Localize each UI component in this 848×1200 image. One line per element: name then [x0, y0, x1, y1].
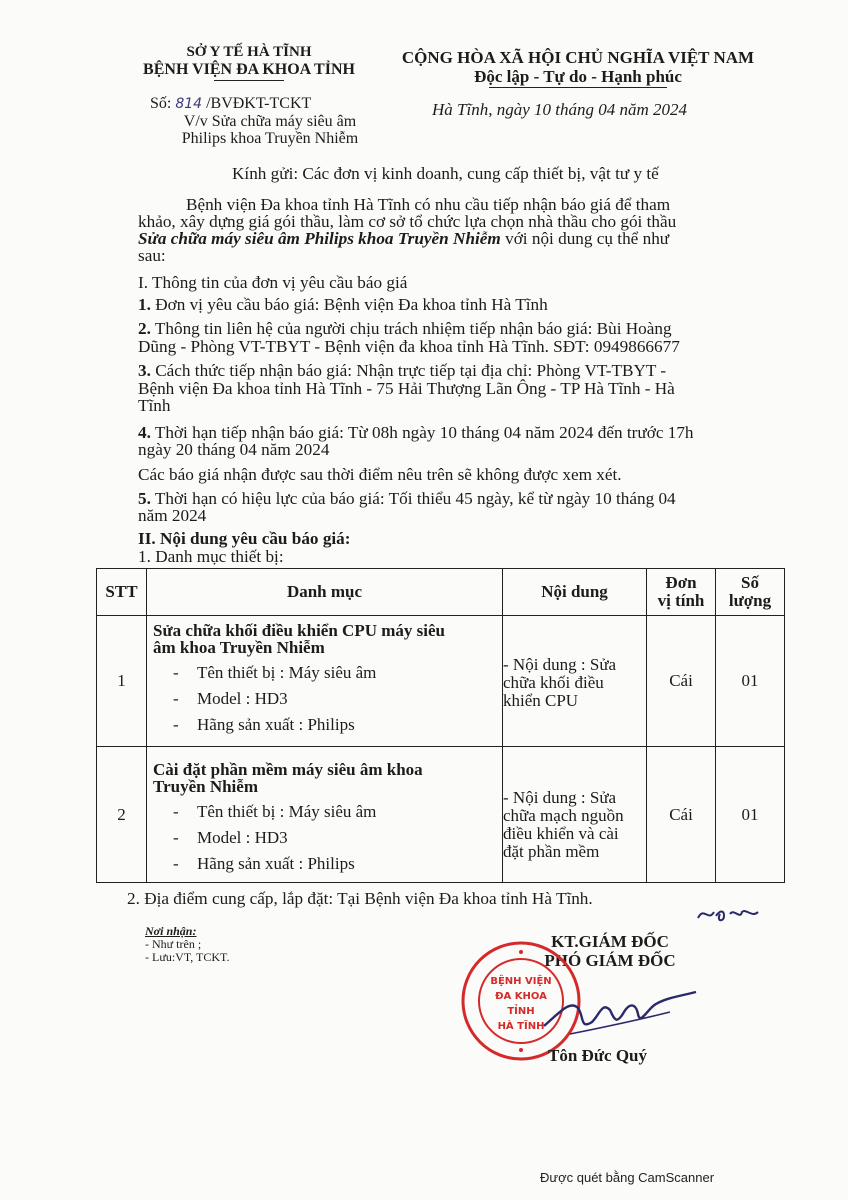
item-4: 4. Thời hạn tiếp nhận báo giá: Từ 08h ngày 10 tháng 04 năm 2024 đến trước 17h	[138, 423, 694, 442]
section-1-heading: I. Thông tin của đơn vị yêu cầu báo giá	[138, 273, 408, 292]
table-header-row	[97, 569, 785, 616]
nation-title: CỘNG HÒA XÃ HỘI CHỦ NGHĨA VIỆT NAM	[401, 48, 755, 67]
svg-text:ĐA KHOA: ĐA KHOA	[495, 991, 547, 1002]
item-3: 3. Cách thức tiếp nhận báo giá: Nhận trực tiếp tại địa chỉ: Phòng VT-TBYT -	[138, 361, 667, 380]
signer-name: Tôn Đức Quý	[548, 1046, 647, 1065]
row-unit: Cái	[647, 616, 716, 747]
header-content: Nội dung	[503, 569, 647, 616]
table-row	[97, 616, 785, 747]
item-4-cont: ngày 20 tháng 04 năm 2024	[138, 440, 330, 459]
header-category: Danh mục	[147, 569, 503, 616]
spec-item: - Hãng sản xuất : Philips	[173, 854, 355, 873]
svg-text:HÀ TĨNH: HÀ TĨNH	[497, 1021, 545, 1032]
spec-item: - Hãng sản xuất : Philips	[173, 715, 355, 734]
equipment-list-heading: 1. Danh mục thiết bị:	[138, 547, 284, 566]
item-5-cont: năm 2024	[138, 506, 207, 525]
row-content: - Nội dung : Sửa chữa khối điều khiển CPU	[503, 616, 647, 747]
item-1: 1. Đơn vị yêu cầu báo giá: Bệnh viện Đa khoa tỉnh Hà Tĩnh	[138, 295, 548, 314]
recipients-block	[145, 925, 230, 964]
section-2-heading: II. Nội dung yêu cầu báo giá:	[138, 529, 351, 548]
document-subject: V/v Sửa chữa máy siêu âm Philips khoa Truyền Nhiễm	[181, 113, 359, 147]
header-unit: Đơn vị tính	[647, 569, 716, 616]
initials-mark	[694, 902, 764, 926]
svg-text:TỈNH: TỈNH	[507, 1006, 535, 1017]
header-qty: Số lượng	[716, 569, 785, 616]
svg-text:BỆNH VIỆN: BỆNH VIỆN	[490, 976, 552, 987]
item-2: 2. Thông tin liên hệ của người chịu trách nhiệm tiếp nhận báo giá: Bùi Hoàng	[138, 319, 672, 338]
late-note: Các báo giá nhận được sau thời điểm nêu trên sẽ không được xem xét.	[138, 465, 622, 484]
spec-item: - Model : HD3	[173, 689, 288, 708]
document-number: Số: 814 /BVĐKT-TCKT	[150, 95, 312, 112]
intro-line-2: khảo, xây dựng giá gói thầu, làm cơ sở tổ chức lựa chọn nhà thầu cho gói thầu	[138, 212, 677, 231]
scanner-watermark: Được quét bằng CamScanner	[540, 1170, 715, 1185]
recipients-title: Nơi nhận:	[145, 924, 197, 938]
hospital-name: BỆNH VIỆN ĐA KHOA TỈNH	[143, 61, 355, 78]
row-qty: 01	[716, 747, 785, 883]
spec-item: - Tên thiết bị : Máy siêu âm	[173, 802, 377, 821]
item-2-cont: Dũng - Phòng VT-TBYT - Bệnh viện đa khoa tỉnh Hà Tĩnh. SĐT: 0949866677	[138, 337, 680, 356]
spec-item: - Tên thiết bị : Máy siêu âm	[173, 663, 377, 682]
agency-name: SỞ Y TẾ HÀ TĨNH	[186, 44, 312, 60]
table-row	[97, 747, 785, 883]
recipient-line: Kính gửi: Các đơn vị kinh doanh, cung cấp thiết bị, vật tư y tế	[232, 164, 659, 183]
header-right	[388, 48, 768, 88]
signature-icon	[540, 982, 700, 1052]
intro-line-1: Bệnh viện Đa khoa tỉnh Hà Tĩnh có nhu cầu tiếp nhận báo giá để tham	[186, 195, 671, 214]
header-stt: STT	[97, 569, 147, 616]
place-date: Hà Tĩnh, ngày 10 tháng 04 năm 2024	[432, 100, 687, 119]
spec-item: - Model : HD3	[173, 828, 288, 847]
recipient-item: - Như trên ;	[145, 937, 202, 951]
package-name: Sửa chữa máy siêu âm Philips khoa Truyền Nhiễm	[138, 229, 501, 248]
item-5: 5. Thời hạn có hiệu lực của báo giá: Tối thiểu 45 ngày, kể từ ngày 10 tháng 04	[138, 489, 676, 508]
row-unit: Cái	[647, 747, 716, 883]
row-category: Cài đặt phần mềm máy siêu âm khoa Truyền Nhiễm - Tên thiết bị : Máy siêu âm - Model : HD3 - Hãng sản xuất : Philips	[147, 747, 503, 883]
header-left-underline	[214, 80, 284, 81]
row-stt: 1	[97, 616, 147, 747]
national-motto: Độc lập - Tự do - Hạnh phúc	[474, 67, 682, 86]
intro-line-3: Sửa chữa máy siêu âm Philips khoa Truyền Nhiễm với nội dung cụ thể như	[138, 229, 670, 248]
equipment-table	[96, 568, 785, 883]
row-stt: 2	[97, 747, 147, 883]
row-category: Sửa chữa khối điều khiển CPU máy siêu âm khoa Truyền Nhiễm - Tên thiết bị : Máy siêu âm - Model : HD3 - Hãng sản xuất : Philips	[147, 616, 503, 747]
item-3-cont2: Tĩnh	[138, 396, 171, 415]
header-left	[120, 44, 378, 81]
signature-role: KT.GIÁM ĐỐC PHÓ GIÁM ĐỐC	[544, 932, 676, 970]
item-3-cont: Bệnh viện Đa khoa tỉnh Hà Tĩnh - 75 Hải Thượng Lãn Ông - TP Hà Tĩnh - Hà	[138, 379, 675, 398]
motto-underline	[489, 87, 667, 88]
intro-line-4: sau:	[138, 246, 166, 265]
row-qty: 01	[716, 616, 785, 747]
recipient-item: - Lưu:VT, TCKT.	[145, 950, 230, 964]
delivery-location: 2. Địa điểm cung cấp, lắp đặt: Tại Bệnh viện Đa khoa tỉnh Hà Tĩnh.	[127, 889, 593, 908]
row-content: - Nội dung : Sửa chữa mạch nguồn điều khiển và cài đặt phần mềm	[503, 747, 647, 883]
handwritten-number: 814	[175, 96, 203, 112]
